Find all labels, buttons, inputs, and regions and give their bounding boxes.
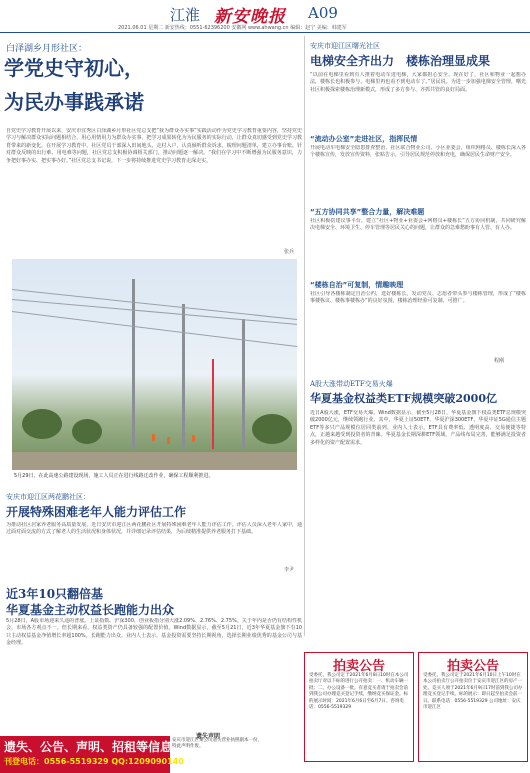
lead-author: 张兵 xyxy=(284,249,295,255)
auction-left-title: 拍卖公告 xyxy=(332,659,385,674)
lead-title-line1: 学党史守初心， xyxy=(4,56,144,80)
ad-headline: 遗失、公告、声明、招租等信息 xyxy=(4,740,173,754)
masthead-info: 2021.06.01 星期二 新安热线：0551-62396200 安徽网 www.ahwang.cn 编辑：赵宁 美编：韩建军 xyxy=(118,25,347,31)
auction-left-body: 受委托，我公司定于2021年6月8日10时在本公司拍卖厅对以下标的进行公开拍卖：一、机动车辆一批；二、办公设备一批。有意竞买者请于拍卖会前到我公司办理竞买登记手续，缴纳竞买保证金。标的展示时间：2021年6月6日至6月7日。咨询电话：0556-5519329 xyxy=(309,673,409,711)
right1-body3: 社区积极搭建议事平台，建立“社区+物业+业委会+网格员+楼栋长”五方协同机制，共同研究解决电梯安全、环境卫生、停车管理等居民关心的问题，让群众的急难愁盼事有人管、有人办。 xyxy=(310,218,526,232)
story3-body: 5月28日，A股市场迎来久违的普涨。上证指数、沪深300、创业板指分别大涨2.09%、2.76%、2.75%。关于年内是否仍有结构性机会，市场各方观点不一。但长期来看，权益类资产仍具备较强的配置价值。Wind数据显示，截至5月21日，近3年华夏基金旗下有10只主动权益基金净值增长率超100%，长跑能力出众。业内人士表示，基金投资需要坚持长期视角，选择长期业绩优秀的基金公司与基金经理。 xyxy=(6,618,302,647)
auction-right xyxy=(418,652,528,762)
right1-title: 电梯安全齐出力 楼栋治理显成果 xyxy=(310,54,491,68)
right2-kicker: A股大涨带动ETF交易火爆 xyxy=(310,380,393,388)
story2-body: 为推动社区居家养老服务高质量发展，近日安庆市迎江区两花鹏社区开展特殊困难老年人能力评估工作。评估人员深入老年人家中，通过面对面交流的方式了解老人的生活状况和身体状况，并详细记录评估结果，为后续精准提供养老服务打下基础。 xyxy=(6,522,302,536)
story2-kicker: 安庆市迎江区两花鹏社区： xyxy=(6,493,90,501)
auction-right-title: 拍卖公告 xyxy=(446,659,499,674)
right2-title: 华夏基金权益类ETF规模突破2000亿 xyxy=(310,392,497,405)
lead-body: 自党史学习教育开展以来，安庆市宜秀区白泽湖乡月形社区党总支把“我为群众办实事”实践活动作为党史学习教育重要内容，坚持党史学习与解决群众实际问题相结合，用心用情用力为群众办实事，把学习成果转化为为民服务的实际行动，让群众真切感受到党史学习教育带来的新变化。在开展学习教育中，社区党员干部深入田间地头、走村入户，认真倾听群众诉求，梳理问题清单，建立办事台账。针对群众反映的出行难、用电难等问题，社区党总支积极协调相关部门，推动问题逐一解决。“我们在学习中不断增强为民服务意识，力争把好事办实、把实事办好。”社区党总支书记说，下一步将持续推进党史学习教育走深走实。 xyxy=(6,128,302,164)
right1-subhead1: “流动办公室”走进社区，指挥民情 xyxy=(310,135,418,143)
right1-author: 程刚 xyxy=(494,358,505,364)
masthead xyxy=(0,0,530,30)
column-divider xyxy=(304,36,305,636)
story3-title: 华夏基金主动权益长跑能力出众 xyxy=(6,603,175,617)
right1-body4: 社区引导各楼栋制定自治公约，选好楼栋长，发动党员、志愿者带头参与楼栋管理，形成了“楼栋事楼栋议、楼栋事楼栋办”的良好氛围，楼栋治理经验可复制、可推广。 xyxy=(310,291,526,305)
right1-kicker: 安庆市迎江区曙光社区 xyxy=(310,42,380,50)
right1-body1: “以前在电梯里看到有人推着电动车进电梯，大家都担心安全。现在好了，社区和物业一起想办法，楼栋长也积极参与，电梯里再也看不到电动车了。”居民说。为进一步加强电梯安全管理，曙光社区积极探索楼栋治理新模式，形成了多方参与、齐抓共管的良好局面。 xyxy=(310,72,526,93)
story2-title: 开展特殊困难老年人能力评估工作 xyxy=(6,505,187,519)
newspaper-logo: 新安晚报 xyxy=(214,7,286,27)
ad-contact: 刊登电话：0556-5519329 QQ:1209090140 xyxy=(4,757,184,766)
auction-left xyxy=(304,652,414,762)
story3-kicker: 近3年10只翻倍基 xyxy=(6,587,104,601)
notice-title: 遗失声明 xyxy=(196,733,221,740)
lead-title-line2: 为民办事践承诺 xyxy=(4,90,144,114)
section-name: 江淮 xyxy=(170,6,201,24)
right1-body2: 开展电动车电梯安全隐患排查整治，社区联合物业公司、小区业委会，组织网格员、楼栋长深入各个楼栋宣传，发放宣传资料，张贴告示，引导居民规范停放和充电，确保居民生命财产安全。 xyxy=(310,145,526,159)
right2-body: 近日A股大涨，ETF交易火爆。Wind数据显示，截至5月28日，华夏基金旗下权益类ETF总规模突破2000亿元，继续领跑行业。其中，华夏上证50ETF、华夏沪深300ETF、华夏中证5G通信主题ETF等多只产品规模位居同类前列。业内人士表示，ETF具有费率低、透明度高、交易便捷等特点，正越来越受到投资者的青睐。华夏基金长期深耕ETF领域，产品线布局完善，能够满足投资者多样化的资产配置需求。 xyxy=(310,410,526,446)
photo-caption: 5月29日，在此高速公路建设现场，施工人员正在进行线路迁改作业，确保工程顺利推进。 xyxy=(14,473,214,479)
right1-subhead2: “五方协同共享”整合力量，解决难题 xyxy=(310,208,425,216)
construction-photo xyxy=(12,259,297,470)
story2-author: 李尹 xyxy=(284,567,295,573)
masthead-rule xyxy=(0,32,530,33)
auction-right-body: 受委托，我公司定于2021年6月10日上午10时在本公司拍卖厅公开拍卖位于安庆市迎江区的房产一处。竞买人须于2021年6月9日17时前到我公司办理竞买登记手续。标的展示：即日起至拍卖会前一日。联系电话：0556-5519329 公司地址：安庆市迎江区 xyxy=(423,673,523,711)
notice-body: 安庆市迎江区某公司遗失营业执照副本一份，特此声明作废。 xyxy=(172,738,262,749)
right1-subhead3: “楼栋自治”可复制，情趣映理 xyxy=(310,281,404,289)
lead-kicker: 白泽湖乡月形社区： xyxy=(6,44,88,54)
page-number: A09 xyxy=(308,4,338,22)
